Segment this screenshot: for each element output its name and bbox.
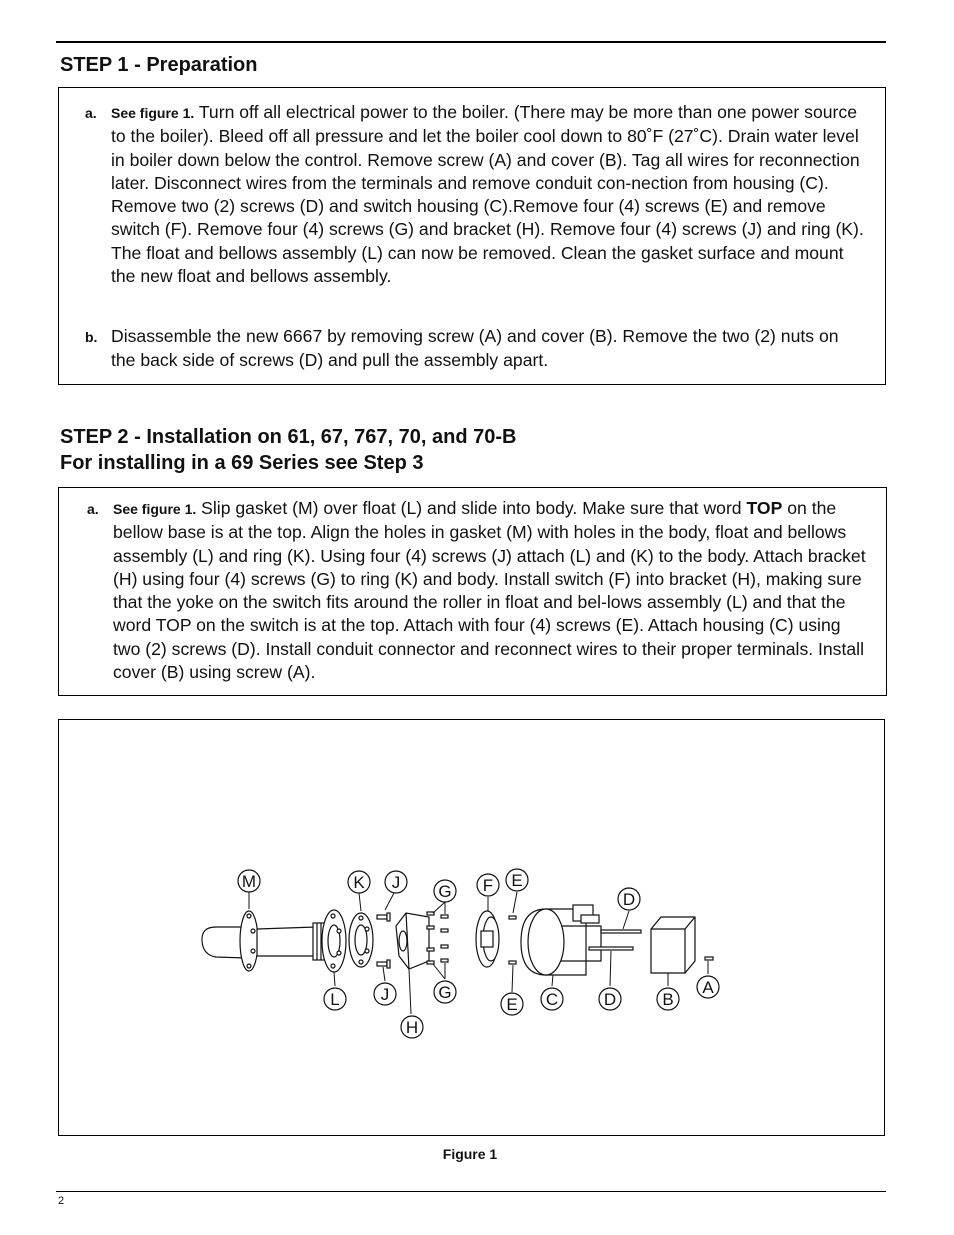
screw-a: [705, 957, 713, 960]
see-figure-ref: See figure 1.: [111, 105, 195, 121]
screw-j-top: [377, 915, 387, 919]
see-figure-ref: See figure 1.: [113, 501, 197, 517]
callout-k: K: [353, 873, 365, 892]
step1-box: [58, 87, 886, 385]
callout-f: F: [482, 876, 494, 895]
bottom-rule: [56, 1191, 886, 1192]
item-letter: b.: [85, 329, 98, 346]
step1-heading: STEP 1 - Preparation: [60, 54, 258, 76]
step2-heading-line1: STEP 2 - Installation on 61, 67, 767, 70, and 70-B: [60, 426, 517, 448]
screw-e-top: [509, 916, 516, 919]
callout-g-top: G: [438, 882, 452, 901]
exploded-assembly-diagram: [59, 720, 884, 1135]
item-text-after: on the bellow base is at the top. Align the holes in gasket (M) with holes in the body, float and bellows assembly (L) and ring (K). Using four (4) screws (J) attach (L) and (K) to the body. Attach bracket (H) using four (4) screws (G) to ring (K) and body. Install switch (F) into bracket (H), making sure that the yoke on the switch fits around the roller in float and bel-lows assembly (L) and that the word TOP on the switch is at the top. Attach with four (4) screws (E). Attach housing (C) using two (2) screws (D). Install conduit connector and reconnect wires to their proper terminals. Install cover (B) using screw (A).: [113, 498, 866, 683]
callout-h: H: [405, 1018, 419, 1037]
gasket-m: [240, 911, 258, 971]
step2-item-a: [87, 497, 872, 684]
screw-e-bottom: [509, 961, 516, 964]
step2-heading-line2: For installing in a 69 Series see Step 3: [60, 452, 424, 474]
page-number: 2: [58, 1195, 65, 1207]
callout-d-bottom: D: [603, 990, 617, 1009]
callout-m: M: [241, 872, 257, 891]
figure-box: [58, 719, 885, 1136]
item-letter: a.: [85, 105, 97, 121]
callout-e-top: E: [511, 871, 523, 890]
callout-j-top: J: [391, 873, 401, 892]
callout-d-top: D: [622, 890, 636, 909]
float-bulb: [202, 927, 246, 958]
item-text-before: Slip gasket (M) over float (L) and slide into body. Make sure that word: [196, 498, 747, 518]
callout-l: L: [330, 990, 340, 1009]
step2-box: [58, 487, 887, 696]
callout-e-bottom: E: [506, 995, 518, 1014]
screw-j-bottom: [377, 962, 387, 966]
callout-b: B: [662, 990, 674, 1009]
callout-j-bottom: J: [380, 985, 390, 1004]
item-letter: a.: [87, 501, 99, 517]
item-body: [111, 101, 865, 288]
screw-d-top: [601, 930, 641, 933]
callout-c: C: [545, 990, 559, 1009]
top-rule: [56, 41, 886, 43]
float-tube: [257, 927, 316, 956]
callout-g-bottom: G: [438, 983, 452, 1002]
item-text: Turn off all electrical power to the boiler. (There may be more than one power source to the boiler). Bleed off all pressure and let the boiler cool down to 80˚F (27˚C). Drain water level in boiler down below the control. Remove screw (A) and cover (B). Tag all wires for reconnection later. Disconnect wires from the terminals and remove conduit con-nection from housing (C). Remove two (2) screws (D) and switch housing (C).Remove four (4) screws (E) and remove switch (F). Remove four (4) screws (G) and bracket (H). Remove four (4) screws (J) and ring (K). The float and bellows assembly (L) can now be removed. Clean the gasket surface and mount the new float and bellows assembly.: [111, 102, 864, 287]
top-word: TOP: [746, 498, 783, 518]
figure-caption: Figure 1: [442, 1146, 498, 1162]
screw-d-bottom: [589, 947, 633, 950]
item-body: [113, 497, 872, 684]
step1-item-a: [85, 101, 865, 288]
step1-item-b: [85, 325, 865, 372]
callout-a: A: [702, 978, 714, 997]
item-body: Disassemble the new 6667 by removing screw (A) and cover (B). Remove the two (2) nuts on the back side of screws (D) and pull the assembly apart.: [111, 326, 839, 370]
